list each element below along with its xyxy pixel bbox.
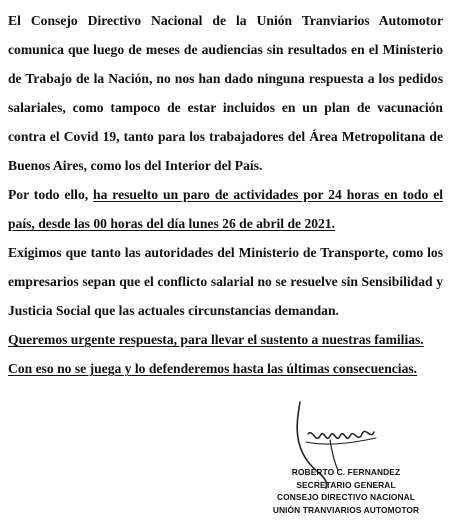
strike-lead-text: Por todo ello,: [8, 187, 94, 202]
paragraph-strike-resolution: [8, 180, 443, 238]
signatory-body: CONSEJO DIRECTIVO NACIONAL: [276, 492, 415, 503]
paragraph-urgent-response: Queremos urgente respuesta, para llevar el sustento a nuestras familias.: [8, 332, 424, 347]
signatory-title: SECRETARIO GENERAL: [296, 479, 396, 490]
signatory-organization: UNIÓN TRANVIARIOS AUTOMOTOR: [272, 504, 420, 515]
signatory-name: ROBERTO C. FERNANDEZ: [291, 467, 401, 477]
paragraph-demand: Exigimos que tanto las autoridades del Ministerio de Transporte, como los empresarios sepan que el conflicto salarial no se resuelve sin Sensibilidad y Justicia Social que las actuales circunstancias demandan.: [8, 245, 443, 318]
document-body: [8, 6, 443, 383]
paragraph-closing: Con eso no se juega y lo defenderemos hasta las últimas consecuencias.: [8, 361, 418, 376]
paragraph-announcement: El Consejo Directivo Nacional de la Unión Tranviarios Automotor comunica que luego de meses de audiencias sin resultados en el Ministerio de Trabajo de la Nación, no nos han dado ninguna respuesta a los pedidos salariales, como tampoco de estar incluidos en un plan de vacunación contra el Covid 19, tanto para los trabajadores del Área Metropolitana de Buenos Aires, como los del Interior del País.: [8, 13, 443, 173]
signature-block: [246, 466, 446, 516]
strike-resolution-text: ha resuelto un paro de actividades por 24 horas en todo el país, desde las 00 horas del día lunes 26 de abril de 2021.: [8, 187, 443, 231]
